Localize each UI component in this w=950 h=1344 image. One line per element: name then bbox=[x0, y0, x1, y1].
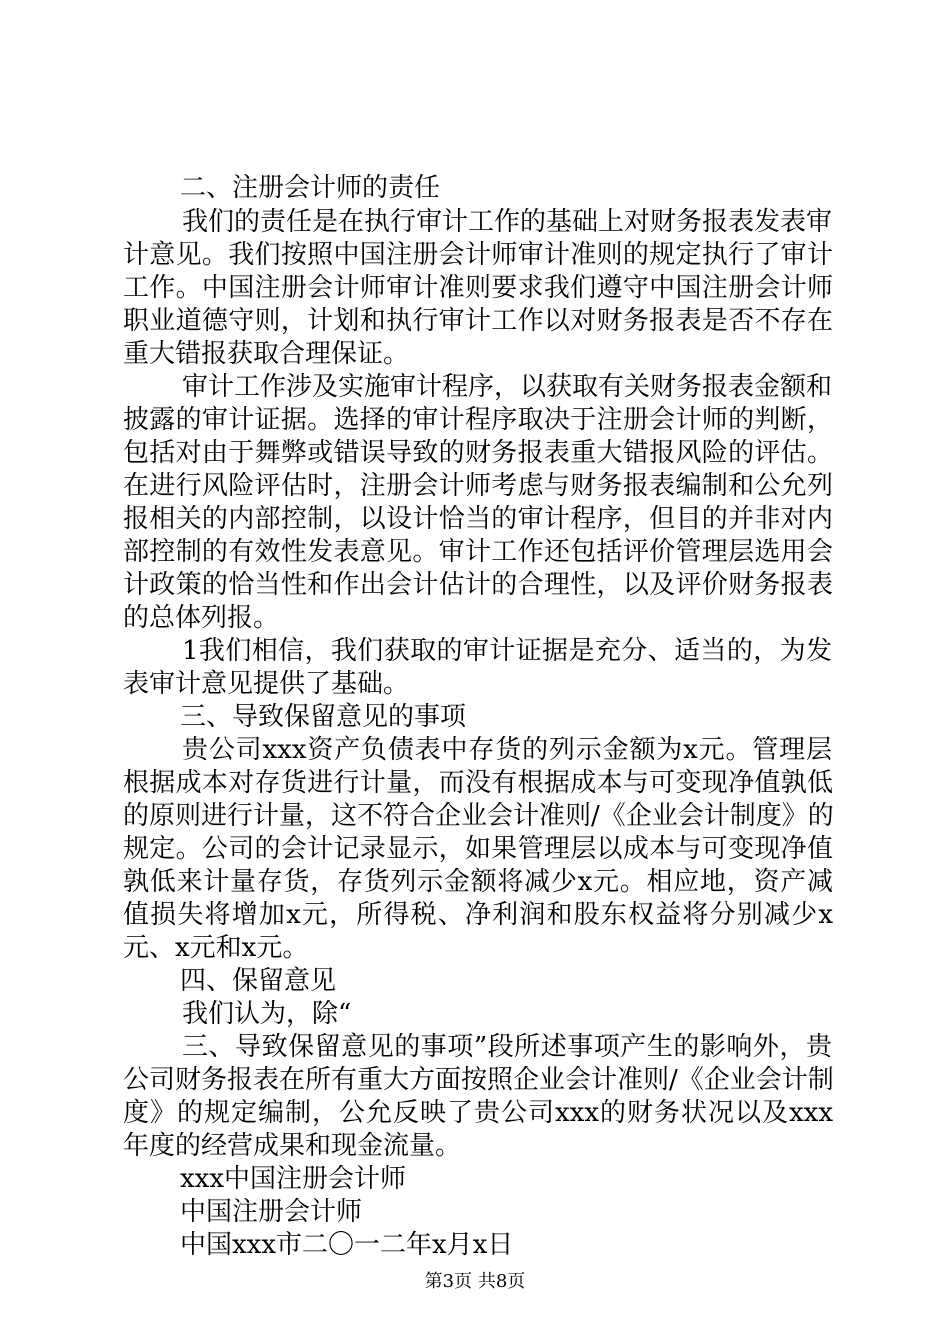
paragraph-line: 规定。公司的会计记录显示，如果管理层以成本与可变现净值 bbox=[123, 834, 833, 864]
paragraph-line: 年度的经营成果和现金流量。 bbox=[123, 1131, 462, 1161]
paragraph-line: 重大错报获取合理保证。 bbox=[123, 339, 410, 369]
paragraph-line: 工作。中国注册会计师审计准则要求我们遵守中国注册会计师 bbox=[123, 273, 833, 303]
paragraph-line: 贵公司xxx资产负债表中存货的列示金额为x元。管理层 bbox=[182, 735, 832, 765]
paragraph-line: 值损失将增加x元，所得税、净利润和股东权益将分别减少x bbox=[123, 900, 833, 930]
paragraph-line: 度》的规定编制，公允反映了贵公司xxx的财务状况以及xxx bbox=[123, 1098, 833, 1128]
signature-line: xxx中国注册会计师 bbox=[180, 1164, 406, 1194]
paragraph-line: 公司财务报表在所有重大方面按照企业会计准则/《企业会计制 bbox=[123, 1065, 834, 1095]
paragraph-line: 我们的责任是在执行审计工作的基础上对财务报表发表审 bbox=[182, 207, 833, 237]
paragraph-line: 报相关的内部控制，以设计恰当的审计程序，但目的并非对内 bbox=[123, 504, 833, 534]
signature-line: 中国注册会计师 bbox=[180, 1197, 363, 1227]
section-heading-qualified-basis: 三、导致保留意见的事项 bbox=[180, 702, 467, 732]
paragraph-line: 的原则进行计量，这不符合企业会计准则/《企业会计制度》的 bbox=[123, 801, 834, 831]
paragraph-line: 职业道德守则，计划和执行审计工作以对财务报表是否不存在 bbox=[123, 306, 833, 336]
paragraph-line: 披露的审计证据。选择的审计程序取决于注册会计师的判断， bbox=[123, 405, 833, 435]
paragraph-line: 部控制的有效性发表意见。审计工作还包括评价管理层选用会 bbox=[123, 537, 833, 567]
section-heading-qualified-opinion: 四、保留意见 bbox=[180, 966, 337, 996]
paragraph-line: 的总体列报。 bbox=[123, 603, 280, 633]
paragraph-line: 计政策的恰当性和作出会计估计的合理性，以及评价财务报表 bbox=[123, 570, 833, 600]
paragraph-line: 在进行风险评估时，注册会计师考虑与财务报表编制和公允列 bbox=[123, 471, 833, 501]
paragraph-line: 1我们相信，我们获取的审计证据是充分、适当的，为发 bbox=[182, 636, 832, 666]
paragraph-line: 审计工作涉及实施审计程序，以获取有关财务报表金额和 bbox=[182, 372, 833, 402]
section-heading-cpa-responsibility: 二、注册会计师的责任 bbox=[180, 173, 441, 203]
date-line: 中国xxx市二〇一二年x月x日 bbox=[180, 1230, 514, 1260]
paragraph-line: 我们认为，除“ bbox=[182, 999, 352, 1029]
paragraph-line: 孰低来计量存货，存货列示金额将减少x元。相应地，资产减 bbox=[123, 867, 833, 897]
paragraph-line: 包括对由于舞弊或错误导致的财务报表重大错报风险的评估。 bbox=[123, 438, 833, 468]
paragraph-line: 根据成本对存货进行计量，而没有根据成本与可变现净值孰低 bbox=[123, 768, 833, 798]
paragraph-line: 表审计意见提供了基础。 bbox=[123, 669, 410, 699]
paragraph-line: 计意见。我们按照中国注册会计师审计准则的规定执行了审计 bbox=[123, 240, 833, 270]
paragraph-line: 三、导致保留意见的事项”段所述事项产生的影响外，贵 bbox=[182, 1032, 832, 1062]
paragraph-line: 元、x元和x元。 bbox=[123, 933, 309, 963]
page-footer: 第3页 共8页 bbox=[424, 1271, 526, 1292]
